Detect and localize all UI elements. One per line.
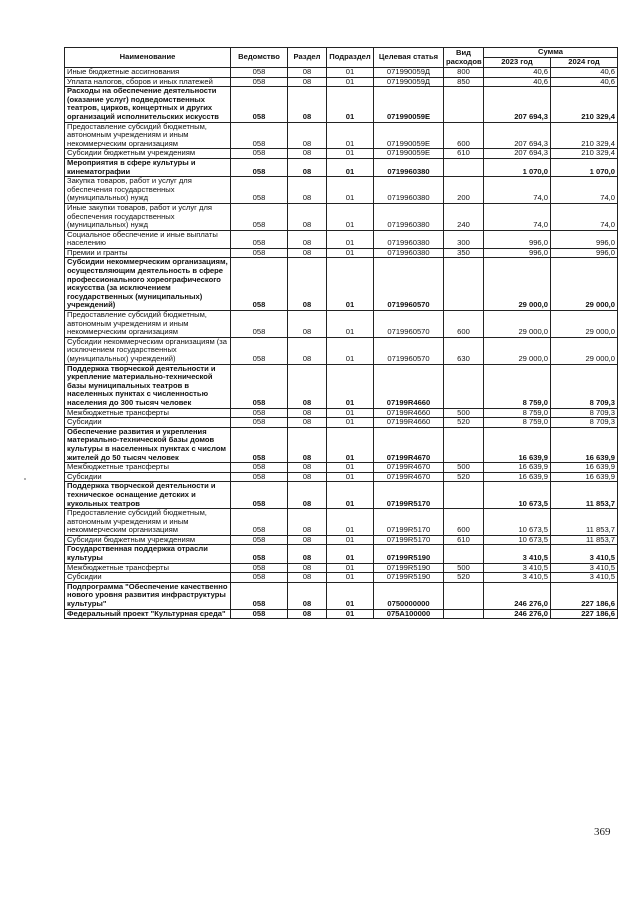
table-row [65,563,618,573]
row-exp-type: 600 [444,311,484,338]
row-sum-2023: 10 673,5 [484,535,551,545]
row-target: 071990059Е [374,87,444,122]
row-target: 07199R5170 [374,509,444,536]
row-exp-type: 520 [444,418,484,428]
row-exp-type: 240 [444,203,484,230]
row-dept: 058 [231,68,288,78]
row-target: 0719960570 [374,337,444,364]
row-dept: 058 [231,122,288,149]
row-name: Подпрограмма "Обеспечение качественно нового уровня развития инфраструктуры культуры" [65,582,231,609]
row-dept: 058 [231,418,288,428]
row-subsection: 01 [327,582,374,609]
row-subsection: 01 [327,122,374,149]
row-subsection: 01 [327,472,374,482]
row-name: Субсидии некоммерческим организациям, осуществляющим деятельность в сфере профессионального хореографического искусства (за исключением государственных (муниципальных) учреждений) [65,258,231,311]
row-section: 08 [288,609,327,619]
table-row [65,258,618,311]
row-dept: 058 [231,427,288,462]
row-section: 08 [288,509,327,536]
row-sum-2023: 74,0 [484,203,551,230]
row-subsection: 01 [327,87,374,122]
row-sum-2024: 3 410,5 [551,563,618,573]
row-sum-2023: 207 694,3 [484,149,551,159]
row-dept: 058 [231,337,288,364]
table-row [65,87,618,122]
row-subsection: 01 [327,77,374,87]
row-subsection: 01 [327,509,374,536]
row-sum-2024: 11 853,7 [551,482,618,509]
table-row [65,311,618,338]
header-sum: Сумма [484,48,618,58]
row-sum-2023: 3 410,5 [484,545,551,563]
row-target: 07199R4660 [374,418,444,428]
header-year-2024: 2024 год [551,58,618,68]
row-name: Субсидии [65,472,231,482]
budget-table [64,47,618,619]
row-dept: 058 [231,311,288,338]
row-section: 08 [288,149,327,159]
table-header [65,48,618,68]
row-exp-type: 520 [444,472,484,482]
row-name: Субсидии бюджетным учреждениям [65,149,231,159]
row-subsection: 01 [327,158,374,176]
table-row [65,408,618,418]
row-sum-2024: 3 410,5 [551,573,618,583]
row-target: 071990059Д [374,68,444,78]
row-target: 07199R5190 [374,545,444,563]
row-name: Уплата налогов, сборов и иных платежей [65,77,231,87]
row-section: 08 [288,582,327,609]
row-sum-2023: 1 070,0 [484,158,551,176]
row-sum-2023: 16 639,9 [484,463,551,473]
row-section: 08 [288,337,327,364]
row-sum-2024: 16 639,9 [551,472,618,482]
row-sum-2024: 74,0 [551,177,618,204]
row-target: 07199R5170 [374,482,444,509]
row-sum-2024: 1 070,0 [551,158,618,176]
row-target: 07199R4670 [374,427,444,462]
row-sum-2023: 29 000,0 [484,258,551,311]
row-sum-2024: 29 000,0 [551,311,618,338]
page-number: 369 [594,826,611,838]
row-section: 08 [288,177,327,204]
row-sum-2023: 246 276,0 [484,609,551,619]
row-name: Субсидии [65,418,231,428]
row-name: Субсидии бюджетным учреждениям [65,535,231,545]
scan-speck [24,478,26,480]
row-sum-2023: 8 759,0 [484,418,551,428]
row-target: 07199R4660 [374,408,444,418]
row-target: 0719960380 [374,230,444,248]
table-row [65,122,618,149]
row-exp-type: 610 [444,535,484,545]
row-exp-type: 800 [444,68,484,78]
row-exp-type: 300 [444,230,484,248]
row-sum-2023: 10 673,5 [484,482,551,509]
row-sum-2024: 11 853,7 [551,509,618,536]
row-sum-2023: 29 000,0 [484,337,551,364]
row-sum-2023: 3 410,5 [484,563,551,573]
row-sum-2024: 227 186,6 [551,582,618,609]
row-name: Федеральный проект "Культурная среда" [65,609,231,619]
row-dept: 058 [231,482,288,509]
row-target: 07199R4670 [374,472,444,482]
row-sum-2024: 16 639,9 [551,427,618,462]
row-sum-2023: 40,6 [484,68,551,78]
row-subsection: 01 [327,563,374,573]
row-section: 08 [288,535,327,545]
row-target: 07199R5190 [374,573,444,583]
row-section: 08 [288,87,327,122]
row-subsection: 01 [327,364,374,408]
row-name: Премии и гранты [65,248,231,258]
row-dept: 058 [231,545,288,563]
row-exp-type: 600 [444,509,484,536]
row-section: 08 [288,203,327,230]
row-target: 0719960380 [374,158,444,176]
row-target: 075A100000 [374,609,444,619]
row-name: Иные бюджетные ассигнования [65,68,231,78]
table-row [65,545,618,563]
row-sum-2024: 16 639,9 [551,463,618,473]
row-dept: 058 [231,248,288,258]
row-name: Межбюджетные трансферты [65,408,231,418]
table-row [65,337,618,364]
row-exp-type: 850 [444,77,484,87]
row-dept: 058 [231,149,288,159]
row-subsection: 01 [327,573,374,583]
row-target: 0719960570 [374,311,444,338]
row-exp-type: 500 [444,563,484,573]
row-name: Закупка товаров, работ и услуг для обеспечения государственных (муниципальных) нужд [65,177,231,204]
row-sum-2024: 210 329,4 [551,87,618,122]
row-subsection: 01 [327,337,374,364]
row-name: Социальное обеспечение и иные выплаты населению [65,230,231,248]
row-exp-type [444,87,484,122]
row-subsection: 01 [327,248,374,258]
row-sum-2023: 16 639,9 [484,427,551,462]
row-sum-2024: 74,0 [551,203,618,230]
row-sum-2024: 3 410,5 [551,545,618,563]
row-subsection: 01 [327,463,374,473]
header-name: Наименование [65,48,231,68]
row-sum-2024: 210 329,4 [551,122,618,149]
row-sum-2023: 207 694,3 [484,87,551,122]
row-section: 08 [288,427,327,462]
row-dept: 058 [231,408,288,418]
row-target: 0719960380 [374,203,444,230]
header-section: Раздел [288,48,327,68]
header-exp-type: Вид расходов [444,48,484,68]
row-section: 08 [288,408,327,418]
row-sum-2024: 8 709,3 [551,418,618,428]
row-name: Расходы на обеспечение деятельности (оказание услуг) подведомственных театров, цирков, концертных и других организаций исполнительских искусств [65,87,231,122]
row-subsection: 01 [327,482,374,509]
row-section: 08 [288,563,327,573]
row-sum-2024: 29 000,0 [551,258,618,311]
row-section: 08 [288,463,327,473]
row-section: 08 [288,472,327,482]
row-name: Обеспечение развития и укрепления материально-технической базы домов культуры в населенных пунктах с числом жителей до 50 тысяч человек [65,427,231,462]
row-exp-type: 200 [444,177,484,204]
table-row [65,77,618,87]
row-dept: 058 [231,563,288,573]
table-row [65,472,618,482]
table-row [65,582,618,609]
row-subsection: 01 [327,427,374,462]
row-section: 08 [288,248,327,258]
row-section: 08 [288,77,327,87]
row-exp-type [444,609,484,619]
row-exp-type: 610 [444,149,484,159]
row-section: 08 [288,122,327,149]
table-row [65,158,618,176]
row-sum-2024: 40,6 [551,68,618,78]
row-subsection: 01 [327,418,374,428]
table-row [65,177,618,204]
row-exp-type: 600 [444,122,484,149]
row-target: 0719960380 [374,248,444,258]
header-subsection: Подраздел [327,48,374,68]
row-exp-type: 350 [444,248,484,258]
row-name: Поддержка творческой деятельности и укрепление материально-технической базы муниципальных театров в населенных пунктах с численностью населения до 300 тысяч человек [65,364,231,408]
table-row [65,364,618,408]
row-name: Межбюджетные трансферты [65,563,231,573]
table-row [65,230,618,248]
row-target: 0719960570 [374,258,444,311]
table-row [65,418,618,428]
row-name: Субсидии [65,573,231,583]
row-target: 0750000000 [374,582,444,609]
row-sum-2024: 11 853,7 [551,535,618,545]
row-exp-type [444,158,484,176]
row-name: Предоставление субсидий бюджетным, автономным учреждениям и иным некоммерческим организациям [65,311,231,338]
row-dept: 058 [231,258,288,311]
row-dept: 058 [231,177,288,204]
row-section: 08 [288,364,327,408]
row-sum-2024: 996,0 [551,248,618,258]
row-sum-2024: 40,6 [551,77,618,87]
row-section: 08 [288,311,327,338]
row-target: 071990059Д [374,77,444,87]
row-exp-type [444,482,484,509]
table-row [65,482,618,509]
row-dept: 058 [231,158,288,176]
row-dept: 058 [231,77,288,87]
row-subsection: 01 [327,311,374,338]
row-target: 07199R4670 [374,463,444,473]
row-exp-type [444,582,484,609]
row-sum-2024: 8 709,3 [551,408,618,418]
row-target: 07199R5190 [374,563,444,573]
row-subsection: 01 [327,258,374,311]
header-year-2023: 2023 год [484,58,551,68]
row-subsection: 01 [327,177,374,204]
row-dept: 058 [231,203,288,230]
budget-table-page [64,47,617,619]
table-row [65,248,618,258]
table-row [65,68,618,78]
row-name: Государственная поддержка отрасли культуры [65,545,231,563]
row-exp-type: 630 [444,337,484,364]
row-section: 08 [288,545,327,563]
row-exp-type [444,427,484,462]
header-target: Целевая статья [374,48,444,68]
row-dept: 058 [231,535,288,545]
row-sum-2024: 227 186,6 [551,609,618,619]
row-target: 071990059Е [374,149,444,159]
row-sum-2023: 207 694,3 [484,122,551,149]
row-dept: 058 [231,87,288,122]
row-subsection: 01 [327,68,374,78]
row-sum-2023: 74,0 [484,177,551,204]
table-row [65,149,618,159]
row-subsection: 01 [327,230,374,248]
row-sum-2023: 996,0 [484,230,551,248]
row-exp-type [444,258,484,311]
table-row [65,427,618,462]
row-section: 08 [288,482,327,509]
row-dept: 058 [231,230,288,248]
row-exp-type: 500 [444,408,484,418]
header-dept: Ведомство [231,48,288,68]
row-subsection: 01 [327,535,374,545]
row-sum-2024: 210 329,4 [551,149,618,159]
row-section: 08 [288,258,327,311]
row-sum-2023: 8 759,0 [484,408,551,418]
row-dept: 058 [231,509,288,536]
row-subsection: 01 [327,545,374,563]
table-row [65,609,618,619]
row-section: 08 [288,418,327,428]
row-exp-type [444,545,484,563]
row-sum-2023: 8 759,0 [484,364,551,408]
row-section: 08 [288,230,327,248]
row-subsection: 01 [327,149,374,159]
row-target: 07199R5170 [374,535,444,545]
row-dept: 058 [231,472,288,482]
row-sum-2023: 3 410,5 [484,573,551,583]
row-exp-type: 520 [444,573,484,583]
row-section: 08 [288,573,327,583]
table-body [65,68,618,619]
row-dept: 058 [231,582,288,609]
row-target: 0719960380 [374,177,444,204]
row-sum-2024: 8 709,3 [551,364,618,408]
row-sum-2023: 10 673,5 [484,509,551,536]
row-section: 08 [288,158,327,176]
row-exp-type: 500 [444,463,484,473]
row-sum-2023: 996,0 [484,248,551,258]
row-exp-type [444,364,484,408]
row-sum-2024: 996,0 [551,230,618,248]
row-target: 071990059Е [374,122,444,149]
row-name: Межбюджетные трансферты [65,463,231,473]
row-name: Субсидии некоммерческим организациям (за исключением государственных (муниципальных) учреждений) [65,337,231,364]
row-sum-2023: 16 639,9 [484,472,551,482]
row-name: Предоставление субсидий бюджетным, автономным учреждениям и иным некоммерческим организациям [65,509,231,536]
row-sum-2023: 246 276,0 [484,582,551,609]
row-dept: 058 [231,463,288,473]
row-subsection: 01 [327,408,374,418]
table-row [65,535,618,545]
row-target: 07199R4660 [374,364,444,408]
table-row [65,509,618,536]
row-subsection: 01 [327,609,374,619]
row-dept: 058 [231,573,288,583]
row-dept: 058 [231,609,288,619]
row-sum-2024: 29 000,0 [551,337,618,364]
row-sum-2023: 29 000,0 [484,311,551,338]
table-row [65,203,618,230]
row-name: Предоставление субсидий бюджетным, автономным учреждениям и иным некоммерческим организациям [65,122,231,149]
row-sum-2023: 40,6 [484,77,551,87]
table-row [65,573,618,583]
row-name: Мероприятия в сфере культуры и кинематографии [65,158,231,176]
table-row [65,463,618,473]
row-section: 08 [288,68,327,78]
row-dept: 058 [231,364,288,408]
row-name: Поддержка творческой деятельности и техническое оснащение детских и кукольных театров [65,482,231,509]
row-name: Иные закупки товаров, работ и услуг для обеспечения государственных (муниципальных) нужд [65,203,231,230]
row-subsection: 01 [327,203,374,230]
